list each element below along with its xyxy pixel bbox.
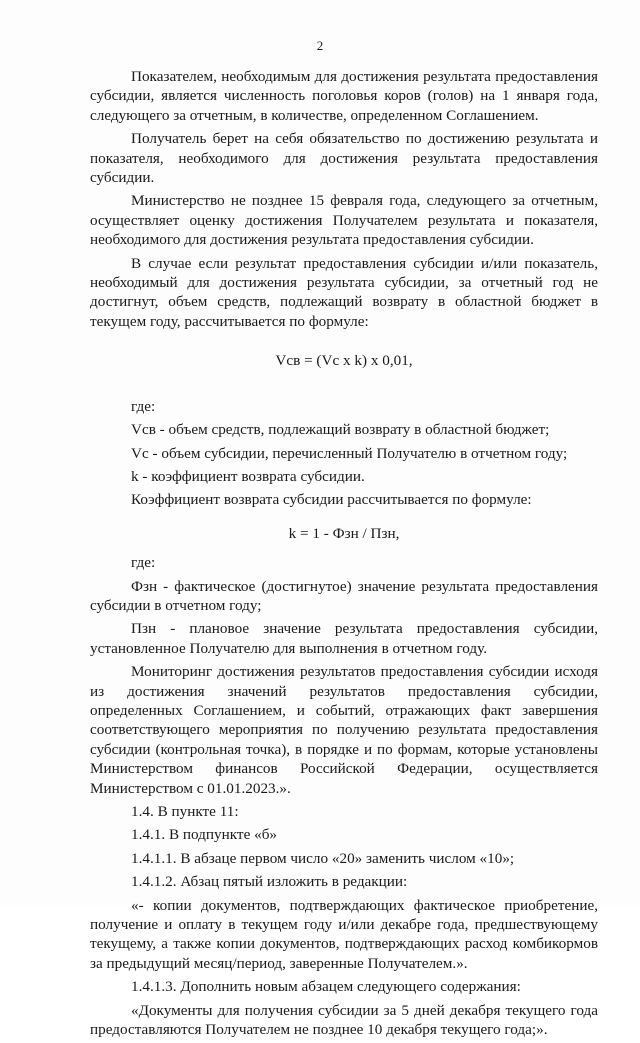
paragraph-coefficient: Коэффициент возврата субсидии рассчитывается по формуле:	[131, 491, 532, 509]
item-1-4-1-3: 1.4.1.3. Дополнить новым абзацем следующего содержания:	[131, 978, 521, 996]
item-1-4-1-1: 1.4.1.1. В абзаце первом число «20» заменить числом «10»;	[131, 849, 515, 867]
where-label: где:	[131, 397, 156, 415]
page-number: 2	[316, 38, 324, 53]
paragraph-indicator: Показателем, необходимым для достижения результата предоставления субсидии, является численность поголовья коров (голов) на 1 января года, следующего за отчетным, в количестве, определенном Соглашением.	[90, 68, 598, 124]
formula-coefficient: k = 1 - Фзн / Пзн,	[288, 524, 400, 542]
item-1-4: 1.4. В пункте 11:	[131, 803, 239, 820]
definition-k: k - коэффициент возврата субсидии.	[131, 467, 365, 485]
item-1-4-1: 1.4.1. В подпункте «б»	[131, 826, 278, 844]
paragraph-monitoring: Мониторинг достижения результатов предоставления субсидии исходя из достижения значений результатов предоставления субсидии, определенных Соглашением, и событий, отражающих факт завершения соответствующего мероприятия по получению результата предоставления субсидии (контрольная точка), в порядке и по формам, которые установлены Министерством финансов Российской Федерации, осуществляется Министерством с 01.01.2023.».	[90, 663, 598, 797]
where-label: где:	[131, 554, 156, 572]
paragraph-return-case: В случае если результат предоставления субсидии и/или показатель, необходимый для достижения результата субсидии, за отчетный год не достигнут, объем средств, подлежащий возврату в областной бюджет в текущем году, рассчитывается по формуле:	[90, 254, 598, 330]
formula-return-volume: Vсв = (Vс x k) x 0,01,	[275, 352, 413, 370]
document-body	[90, 67, 598, 1043]
paragraph-assessment: Министерство не позднее 15 февраля года, следующего за отчетным, осуществляет оценку достижения Получателем результата и показателя, необходимого для достижения результата предоставления субсидии.	[90, 192, 598, 249]
quote-documents-copies: «- копии документов, подтверждающих фактическое приобретение, получение и оплату в текущем году и/или декабре года, предшествующему текущему, а также копии документов, подтверждающих расход комбикормов за предыдущий месяц/период, заверенные Получателем.».	[90, 896, 598, 972]
paragraph-obligation: Получатель берет на себя обязательство по достижению результата и показателя, необходимого для достижения результата предоставления субсидии.	[90, 130, 598, 187]
quote-december-documents: «Документы для получения субсидии за 5 дней декабря текущего года предоставляются Получателем не позднее 10 декабря текущего года;».	[90, 1001, 598, 1039]
definition-vsv: Vсв - объем средств, подлежащий возврату в областной бюджет;	[131, 421, 550, 439]
definition-vs: Vс - объем субсидии, перечисленный Получателю в отчетном году;	[131, 444, 568, 462]
definition-pzn: Пзн - плановое значение результата предоставления субсидии, установленное Получателю для выполнения в отчетном году.	[90, 620, 598, 657]
item-1-4-1-2: 1.4.1.2. Абзац пятый изложить в редакции:	[131, 873, 408, 891]
definition-fzn: Фзн - фактическое (достигнутое) значение результата предоставления субсидии в отчетном году;	[90, 577, 598, 614]
